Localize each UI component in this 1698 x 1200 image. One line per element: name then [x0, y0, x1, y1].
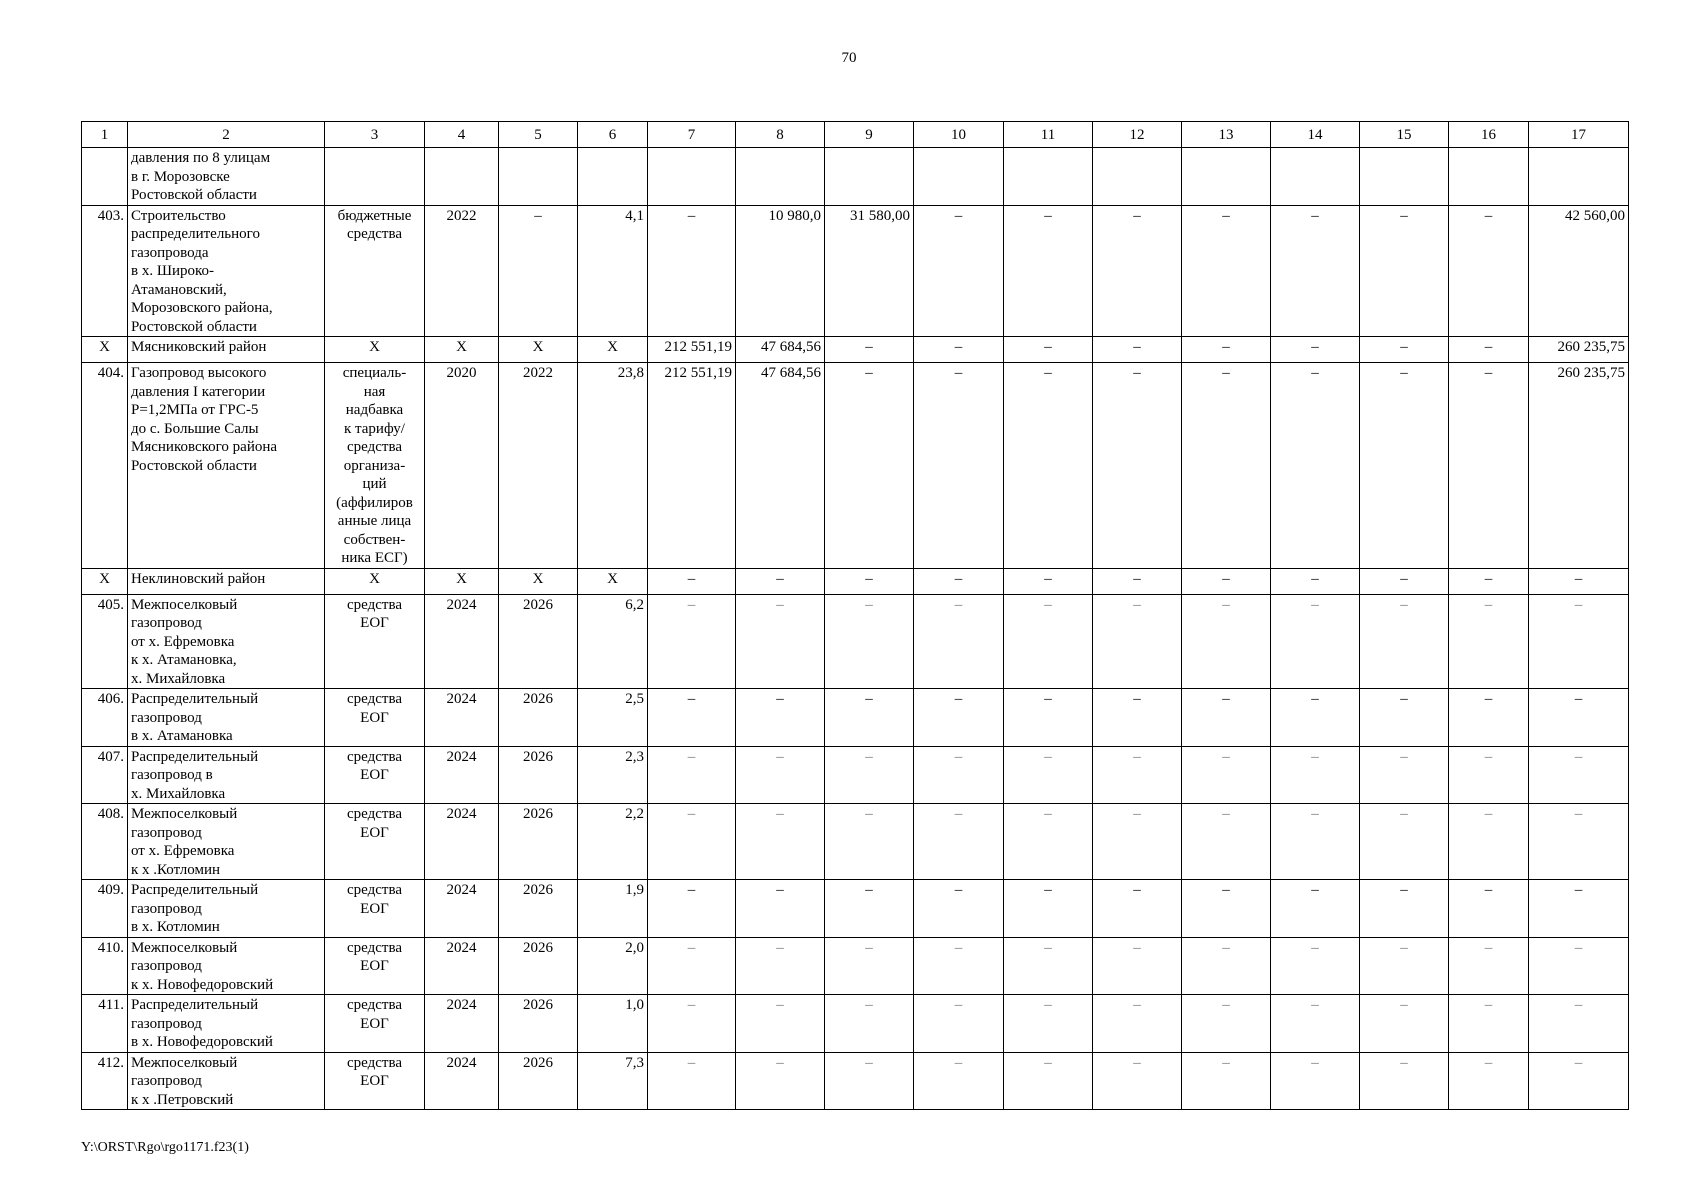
object-name: Межпоселковый газопровод к х .Петровский [128, 1052, 325, 1110]
object-name: Межпоселковый газопровод к х. Новофедоровский [128, 937, 325, 995]
start-year: 2024 [425, 1052, 499, 1110]
value-col-16: – [1449, 937, 1529, 995]
row-number: 412. [82, 1052, 128, 1110]
column-header-6: 6 [578, 122, 648, 148]
total-value: – [1529, 746, 1629, 804]
value-col-9: 31 580,00 [825, 205, 914, 337]
value-col-13: – [1182, 937, 1271, 995]
value-col-16: – [1449, 995, 1529, 1053]
table-row [82, 363, 1629, 569]
table-row [82, 746, 1629, 804]
object-name: Строительство распределительного газопровода в х. Широко- Атамановский, Морозовского района, Ростовской области [128, 205, 325, 337]
value-col-10: – [914, 880, 1004, 938]
value-col-10: – [914, 205, 1004, 337]
value-col-16: – [1449, 205, 1529, 337]
length-km: 7,3 [578, 1052, 648, 1110]
column-header-16: 16 [1449, 122, 1529, 148]
funding-source: Х [325, 337, 425, 363]
column-header-3: 3 [325, 122, 425, 148]
object-name: Распределительный газопровод в х. Котломин [128, 880, 325, 938]
value-col-15: – [1360, 205, 1449, 337]
table-row [82, 205, 1629, 337]
column-header-10: 10 [914, 122, 1004, 148]
value-col-7: 212 551,19 [648, 363, 736, 569]
value-col-12: – [1093, 1052, 1182, 1110]
value-col-8: – [736, 880, 825, 938]
value-col-10: – [914, 568, 1004, 594]
value-col-13: – [1182, 1052, 1271, 1110]
funding-source: средства ЕОГ [325, 746, 425, 804]
value-col-13: – [1182, 746, 1271, 804]
value-col-12: – [1093, 880, 1182, 938]
value-col-16: – [1449, 689, 1529, 747]
value-col-7: – [648, 995, 736, 1053]
total-value: – [1529, 1052, 1629, 1110]
object-name: Распределительный газопровод в х. Михайловка [128, 746, 325, 804]
table-row [82, 995, 1629, 1053]
row-number: Х [82, 337, 128, 363]
value-col-14: – [1271, 337, 1360, 363]
table-row [82, 594, 1629, 689]
value-col-14: – [1271, 804, 1360, 880]
row-number: 410. [82, 937, 128, 995]
value-col-13: – [1182, 337, 1271, 363]
value-col-10: – [914, 1052, 1004, 1110]
funding-source: специаль- ная надбавка к тарифу/ средства организа- ций (аффилиров анные лица собствен- ника ЕСГ) [325, 363, 425, 569]
value-col-12: – [1093, 937, 1182, 995]
start-year: 2024 [425, 746, 499, 804]
value-col-16: – [1449, 363, 1529, 569]
funding-source: средства ЕОГ [325, 594, 425, 689]
length-km: 1,9 [578, 880, 648, 938]
value-col-8: – [736, 689, 825, 747]
value-col-10: – [914, 337, 1004, 363]
value-col-14: – [1271, 205, 1360, 337]
row-number: 405. [82, 594, 128, 689]
funding-source [325, 148, 425, 206]
object-name: Межпоселковый газопровод от х. Ефремовка к х. Атамановка, х. Михайловка [128, 594, 325, 689]
length-km: Х [578, 337, 648, 363]
row-number: 407. [82, 746, 128, 804]
value-col-14 [1271, 148, 1360, 206]
value-col-9: – [825, 880, 914, 938]
value-col-9: – [825, 568, 914, 594]
end-year: 2026 [499, 689, 578, 747]
table-row [82, 880, 1629, 938]
funding-source: средства ЕОГ [325, 880, 425, 938]
value-col-12: – [1093, 363, 1182, 569]
value-col-9 [825, 148, 914, 206]
value-col-8: – [736, 568, 825, 594]
end-year: 2026 [499, 937, 578, 995]
end-year: 2026 [499, 746, 578, 804]
value-col-7: – [648, 205, 736, 337]
value-col-7: – [648, 880, 736, 938]
length-km: 1,0 [578, 995, 648, 1053]
value-col-13: – [1182, 689, 1271, 747]
end-year: Х [499, 568, 578, 594]
value-col-15 [1360, 148, 1449, 206]
start-year: 2020 [425, 363, 499, 569]
value-col-8: – [736, 937, 825, 995]
column-header-8: 8 [736, 122, 825, 148]
value-col-8: – [736, 1052, 825, 1110]
start-year: 2024 [425, 804, 499, 880]
object-name: Мясниковский район [128, 337, 325, 363]
length-km: 2,5 [578, 689, 648, 747]
column-header-1: 1 [82, 122, 128, 148]
page-number: 70 [841, 50, 857, 66]
value-col-7: – [648, 937, 736, 995]
value-col-10 [914, 148, 1004, 206]
total-value: 42 560,00 [1529, 205, 1629, 337]
value-col-16 [1449, 148, 1529, 206]
row-number: 411. [82, 995, 128, 1053]
value-col-8: – [736, 995, 825, 1053]
end-year: – [499, 205, 578, 337]
value-col-16: – [1449, 880, 1529, 938]
value-col-9: – [825, 746, 914, 804]
value-col-10: – [914, 995, 1004, 1053]
value-col-15: – [1360, 937, 1449, 995]
value-col-15: – [1360, 568, 1449, 594]
value-col-16: – [1449, 337, 1529, 363]
length-km: Х [578, 568, 648, 594]
row-number: 409. [82, 880, 128, 938]
value-col-11: – [1004, 746, 1093, 804]
value-col-13: – [1182, 804, 1271, 880]
value-col-14: – [1271, 880, 1360, 938]
start-year: 2022 [425, 205, 499, 337]
column-header-5: 5 [499, 122, 578, 148]
funding-source: средства ЕОГ [325, 995, 425, 1053]
object-name: Межпоселковый газопровод от х. Ефремовка к х .Котломин [128, 804, 325, 880]
column-header-17: 17 [1529, 122, 1629, 148]
end-year: 2026 [499, 804, 578, 880]
value-col-9: – [825, 689, 914, 747]
value-col-13: – [1182, 594, 1271, 689]
start-year: 2024 [425, 594, 499, 689]
funding-source: средства ЕОГ [325, 1052, 425, 1110]
column-header-14: 14 [1271, 122, 1360, 148]
end-year: 2026 [499, 880, 578, 938]
value-col-10: – [914, 363, 1004, 569]
value-col-7: – [648, 689, 736, 747]
value-col-16: – [1449, 594, 1529, 689]
value-col-13: – [1182, 363, 1271, 569]
value-col-13: – [1182, 880, 1271, 938]
value-col-14: – [1271, 363, 1360, 569]
table-row [82, 689, 1629, 747]
total-value: – [1529, 568, 1629, 594]
row-number: 404. [82, 363, 128, 569]
investment-program-table [81, 121, 1629, 1110]
value-col-15: – [1360, 337, 1449, 363]
funding-source: бюджетные средства [325, 205, 425, 337]
total-value: – [1529, 880, 1629, 938]
value-col-9: – [825, 937, 914, 995]
value-col-11: – [1004, 205, 1093, 337]
value-col-12: – [1093, 337, 1182, 363]
value-col-11: – [1004, 1052, 1093, 1110]
value-col-15: – [1360, 804, 1449, 880]
value-col-7: – [648, 804, 736, 880]
start-year: 2024 [425, 880, 499, 938]
value-col-15: – [1360, 995, 1449, 1053]
object-name: Неклиновский район [128, 568, 325, 594]
funding-source: средства ЕОГ [325, 689, 425, 747]
value-col-12: – [1093, 804, 1182, 880]
value-col-9: – [825, 1052, 914, 1110]
value-col-12: – [1093, 746, 1182, 804]
column-header-2: 2 [128, 122, 325, 148]
value-col-12: – [1093, 205, 1182, 337]
value-col-15: – [1360, 1052, 1449, 1110]
value-col-16: – [1449, 746, 1529, 804]
funding-source: Х [325, 568, 425, 594]
value-col-14: – [1271, 1052, 1360, 1110]
value-col-11: – [1004, 804, 1093, 880]
value-col-8: – [736, 804, 825, 880]
value-col-9: – [825, 363, 914, 569]
start-year: Х [425, 337, 499, 363]
value-col-7: – [648, 746, 736, 804]
value-col-9: – [825, 337, 914, 363]
length-km: 4,1 [578, 205, 648, 337]
value-col-8: – [736, 594, 825, 689]
value-col-7: – [648, 568, 736, 594]
value-col-7: – [648, 1052, 736, 1110]
value-col-11: – [1004, 689, 1093, 747]
footer-file-path: Y:\ORST\Rgo\rgo1171.f23(1) [81, 1140, 249, 1155]
funding-source: средства ЕОГ [325, 937, 425, 995]
value-col-10: – [914, 746, 1004, 804]
object-name: Газопровод высокого давления I категории Р=1,2МПа от ГРС-5 до с. Большие Салы Мясниковского района Ростовской области [128, 363, 325, 569]
value-col-9: – [825, 995, 914, 1053]
value-col-7: – [648, 594, 736, 689]
table-row [82, 1052, 1629, 1110]
length-km: 23,8 [578, 363, 648, 569]
header-row [82, 122, 1629, 148]
end-year: Х [499, 337, 578, 363]
value-col-14: – [1271, 594, 1360, 689]
table-row [82, 937, 1629, 995]
end-year: 2026 [499, 1052, 578, 1110]
total-value: – [1529, 804, 1629, 880]
value-col-12: – [1093, 594, 1182, 689]
value-col-7: 212 551,19 [648, 337, 736, 363]
total-value: – [1529, 995, 1629, 1053]
value-col-8: 47 684,56 [736, 337, 825, 363]
value-col-13 [1182, 148, 1271, 206]
value-col-15: – [1360, 363, 1449, 569]
total-value: – [1529, 689, 1629, 747]
length-km: 2,3 [578, 746, 648, 804]
value-col-11: – [1004, 995, 1093, 1053]
value-col-13: – [1182, 995, 1271, 1053]
value-col-16: – [1449, 804, 1529, 880]
length-km: 2,2 [578, 804, 648, 880]
value-col-8: – [736, 746, 825, 804]
row-number: 403. [82, 205, 128, 337]
column-header-12: 12 [1093, 122, 1182, 148]
total-value [1529, 148, 1629, 206]
value-col-14: – [1271, 995, 1360, 1053]
start-year [425, 148, 499, 206]
start-year: Х [425, 568, 499, 594]
value-col-14: – [1271, 937, 1360, 995]
object-name: Распределительный газопровод в х. Атамановка [128, 689, 325, 747]
start-year: 2024 [425, 689, 499, 747]
column-header-9: 9 [825, 122, 914, 148]
value-col-15: – [1360, 594, 1449, 689]
object-name: Распределительный газопровод в х. Новофедоровский [128, 995, 325, 1053]
column-header-15: 15 [1360, 122, 1449, 148]
district-row [82, 568, 1629, 594]
value-col-12: – [1093, 568, 1182, 594]
total-value: – [1529, 937, 1629, 995]
value-col-11: – [1004, 594, 1093, 689]
column-header-7: 7 [648, 122, 736, 148]
end-year: 2026 [499, 995, 578, 1053]
total-value: 260 235,75 [1529, 363, 1629, 569]
value-col-9: – [825, 594, 914, 689]
table-row [82, 148, 1629, 206]
value-col-10: – [914, 594, 1004, 689]
total-value: 260 235,75 [1529, 337, 1629, 363]
value-col-14: – [1271, 689, 1360, 747]
end-year: 2026 [499, 594, 578, 689]
column-header-13: 13 [1182, 122, 1271, 148]
object-name: давления по 8 улицам в г. Морозовске Ростовской области [128, 148, 325, 206]
length-km: 2,0 [578, 937, 648, 995]
value-col-12: – [1093, 689, 1182, 747]
total-value: – [1529, 594, 1629, 689]
value-col-14: – [1271, 568, 1360, 594]
length-km: 6,2 [578, 594, 648, 689]
length-km [578, 148, 648, 206]
value-col-7 [648, 148, 736, 206]
value-col-15: – [1360, 880, 1449, 938]
funding-source: средства ЕОГ [325, 804, 425, 880]
row-number: 408. [82, 804, 128, 880]
end-year: 2022 [499, 363, 578, 569]
value-col-10: – [914, 689, 1004, 747]
value-col-10: – [914, 804, 1004, 880]
value-col-12: – [1093, 995, 1182, 1053]
value-col-11: – [1004, 363, 1093, 569]
value-col-12 [1093, 148, 1182, 206]
value-col-15: – [1360, 746, 1449, 804]
value-col-14: – [1271, 746, 1360, 804]
table-row [82, 804, 1629, 880]
row-number [82, 148, 128, 206]
start-year: 2024 [425, 995, 499, 1053]
value-col-10: – [914, 937, 1004, 995]
value-col-15: – [1360, 689, 1449, 747]
value-col-16: – [1449, 568, 1529, 594]
value-col-8: 47 684,56 [736, 363, 825, 569]
value-col-11: – [1004, 937, 1093, 995]
end-year [499, 148, 578, 206]
column-header-11: 11 [1004, 122, 1093, 148]
value-col-16: – [1449, 1052, 1529, 1110]
value-col-13: – [1182, 568, 1271, 594]
column-header-4: 4 [425, 122, 499, 148]
value-col-11: – [1004, 880, 1093, 938]
district-row [82, 337, 1629, 363]
value-col-11: – [1004, 337, 1093, 363]
value-col-9: – [825, 804, 914, 880]
row-number: 406. [82, 689, 128, 747]
value-col-11 [1004, 148, 1093, 206]
value-col-11: – [1004, 568, 1093, 594]
value-col-8 [736, 148, 825, 206]
start-year: 2024 [425, 937, 499, 995]
value-col-13: – [1182, 205, 1271, 337]
row-number: Х [82, 568, 128, 594]
value-col-8: 10 980,0 [736, 205, 825, 337]
